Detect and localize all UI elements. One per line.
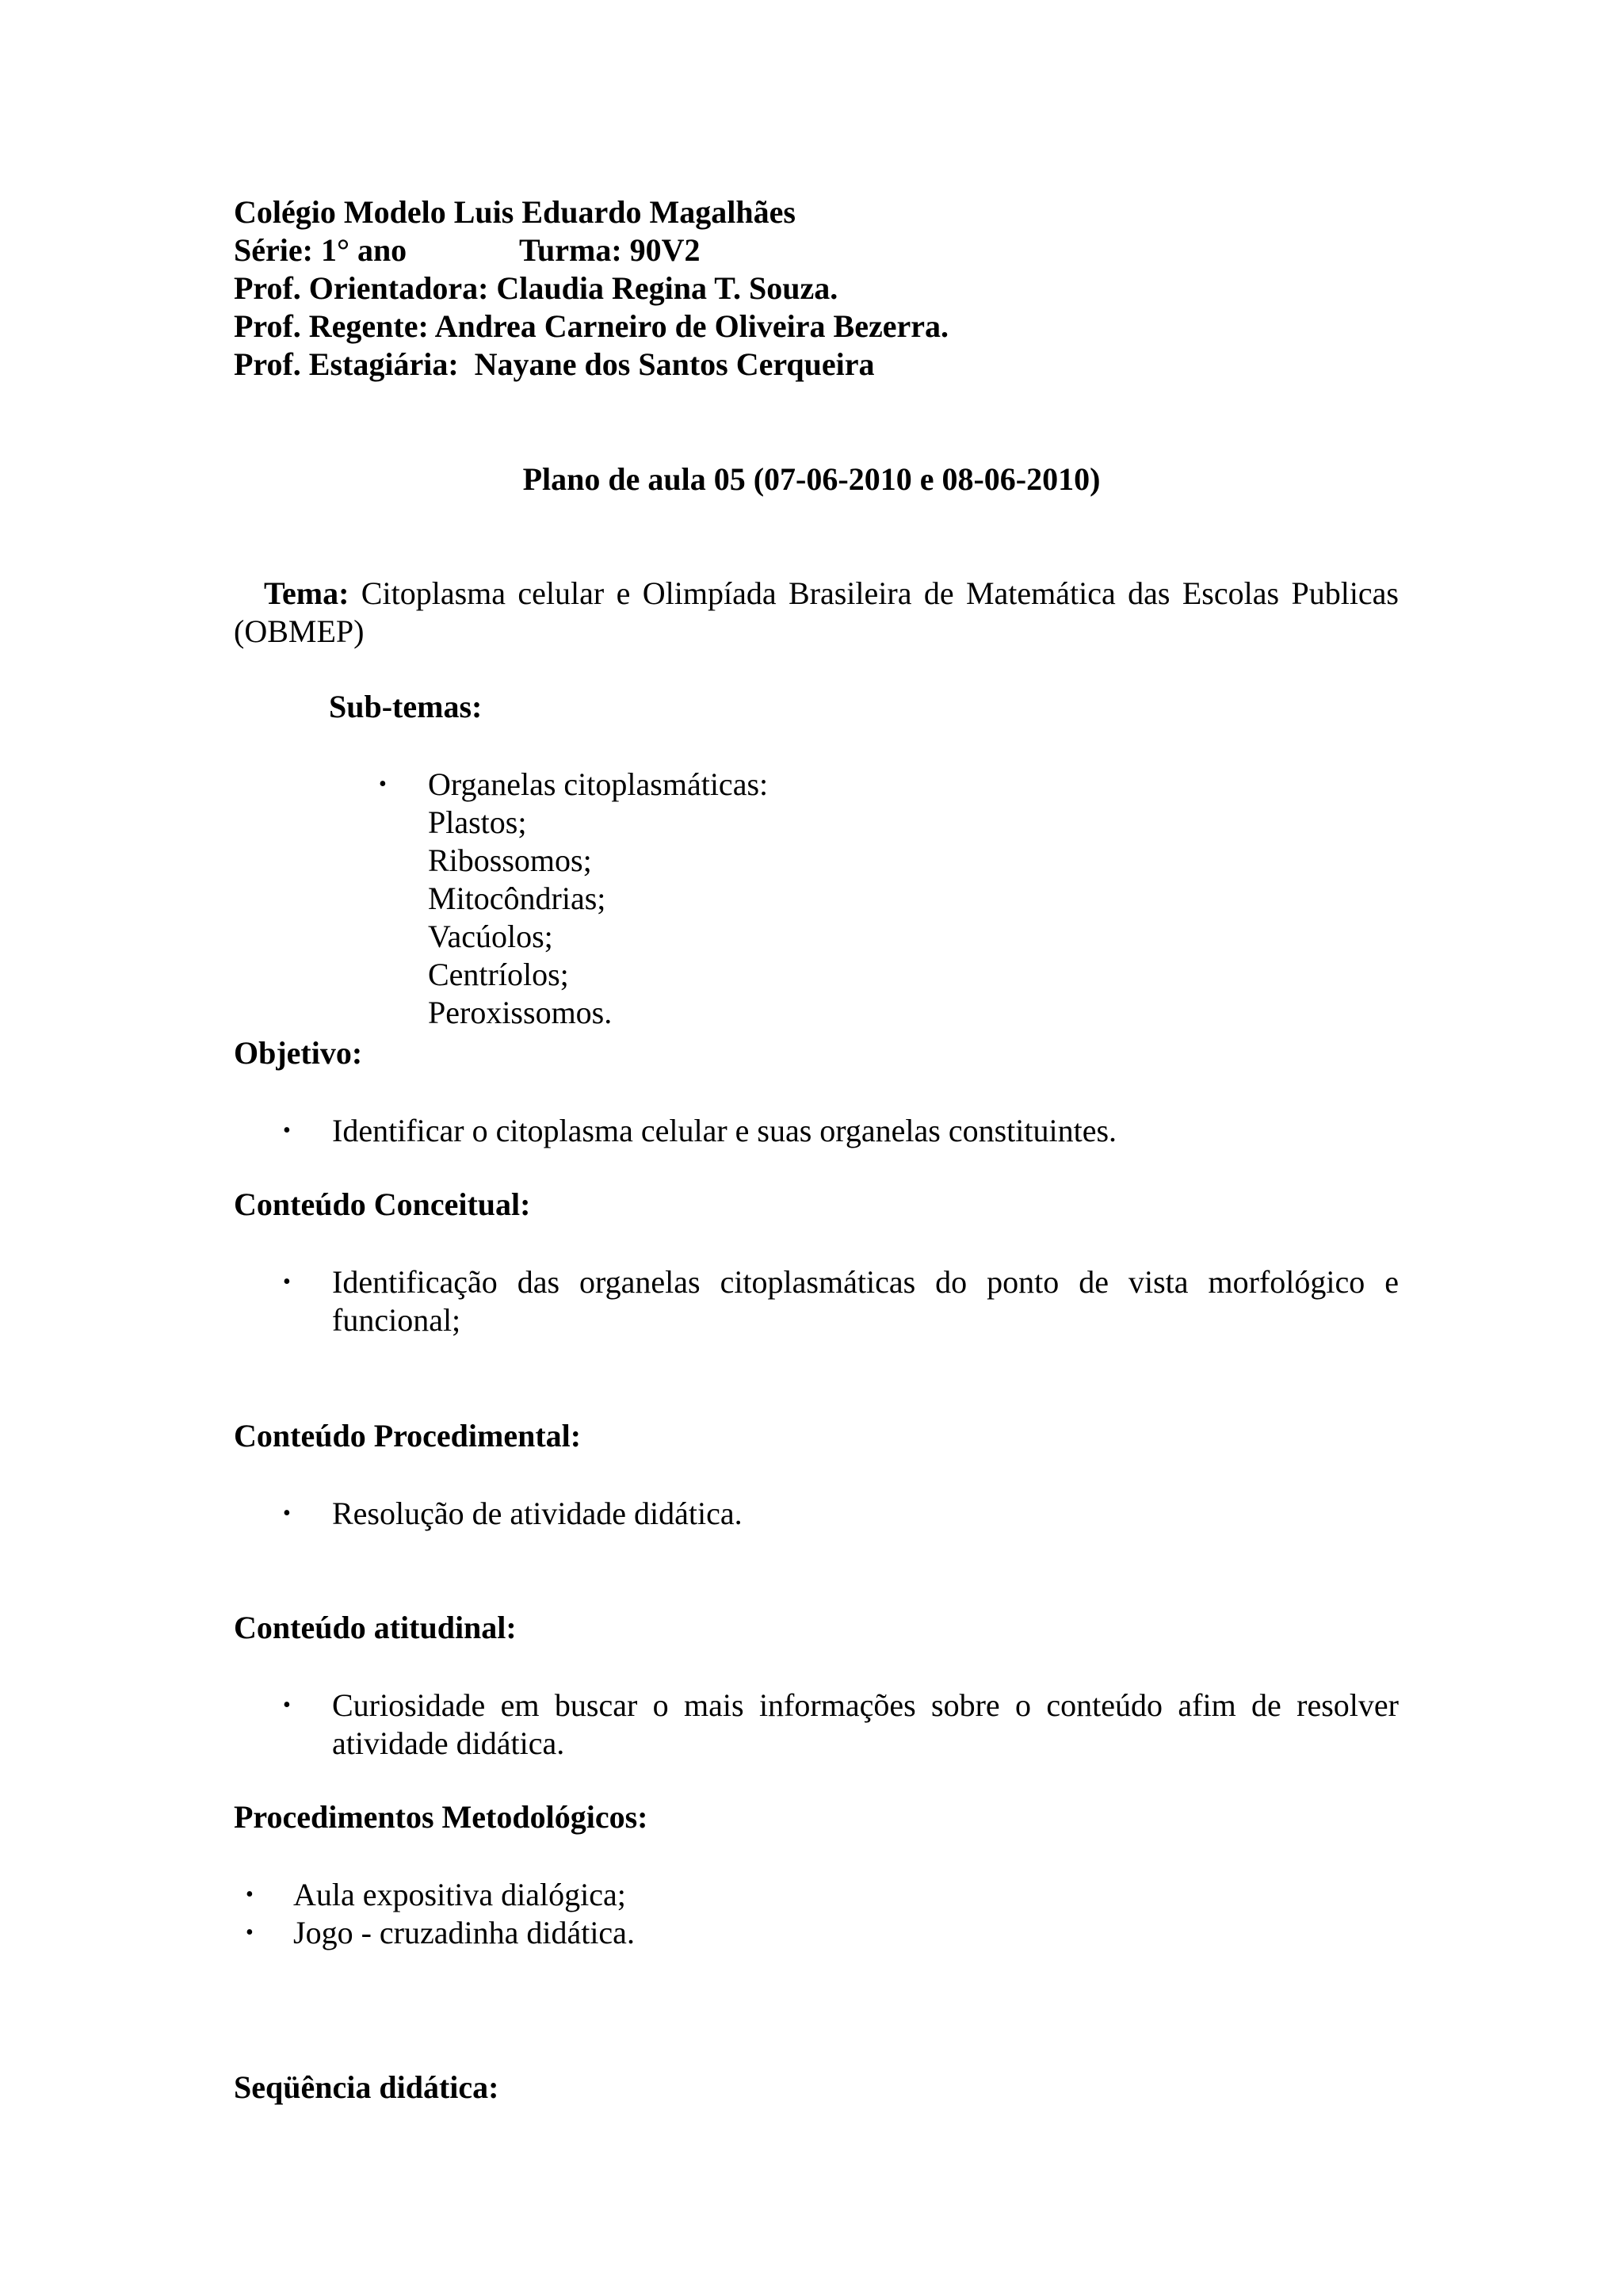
page-title: Plano de aula 05 (07-06-2010 e 08-06-2010)	[522, 461, 1101, 497]
document-header	[234, 193, 949, 384]
tema-text: Citoplasma celular e Olimpíada Brasileira de Matemática das Escolas Publicas (OBMEP)	[234, 575, 1400, 649]
serie-label: Série: 1° ano	[234, 232, 407, 268]
bullet-dot: •	[283, 1270, 291, 1294]
tema-paragraph	[234, 575, 1399, 651]
metodologicos-item: Jogo - cruzadinha didática.	[293, 1915, 635, 1950]
tema-label: Tema:	[264, 575, 349, 611]
organelle-list	[428, 804, 612, 1032]
bullet-dot: •	[283, 1118, 291, 1143]
conceitual-item: Identificação das organelas citoplasmáticas do ponto de vista morfológico e funcional;	[332, 1264, 1399, 1338]
conceitual-heading: Conteúdo Conceitual:	[234, 1186, 531, 1222]
list-item: Vacúolos;	[428, 919, 553, 954]
metodologicos-item: Aula expositiva dialógica;	[293, 1877, 626, 1912]
procedimental-item: Resolução de atividade didática.	[332, 1496, 743, 1531]
bullet-dot: •	[283, 1693, 291, 1717]
bullet-dot: •	[246, 1882, 254, 1907]
bullet-dot: •	[283, 1501, 291, 1526]
objetivo-heading: Objetivo:	[234, 1035, 363, 1071]
subtemas-heading: Sub-temas:	[329, 689, 483, 724]
turma-label: Turma: 90V2	[519, 232, 701, 268]
subtemas-bullet-text: Organelas citoplasmáticas:	[428, 766, 769, 802]
atitudinal-item: Curiosidade em buscar o mais informações sobre o conteúdo afim de resolver atividade didática.	[332, 1687, 1399, 1761]
atitudinal-heading: Conteúdo atitudinal:	[234, 1610, 517, 1645]
list-item: Plastos;	[428, 804, 527, 840]
regente-line: Prof. Regente: Andrea Carneiro de Oliveira Bezerra.	[234, 308, 949, 344]
objetivo-item: Identificar o citoplasma celular e suas organelas constituintes.	[332, 1113, 1117, 1148]
school-name: Colégio Modelo Luis Eduardo Magalhães	[234, 194, 796, 230]
bullet-dot: •	[379, 772, 387, 797]
metodologicos-heading: Procedimentos Metodológicos:	[234, 1799, 648, 1835]
list-item: Mitocôndrias;	[428, 881, 606, 916]
bullet-dot: •	[246, 1920, 254, 1945]
list-item: Centríolos;	[428, 957, 569, 992]
orientadora-line: Prof. Orientadora: Claudia Regina T. Souza.	[234, 270, 838, 306]
sequencia-heading: Seqüência didática:	[234, 2069, 499, 2105]
estagiaria-line: Prof. Estagiária: Nayane dos Santos Cerqueira	[234, 346, 875, 382]
procedimental-heading: Conteúdo Procedimental:	[234, 1418, 582, 1454]
list-item: Ribossomos;	[428, 842, 592, 878]
list-item: Peroxissomos.	[428, 995, 613, 1030]
serie-turma-line	[234, 231, 949, 269]
